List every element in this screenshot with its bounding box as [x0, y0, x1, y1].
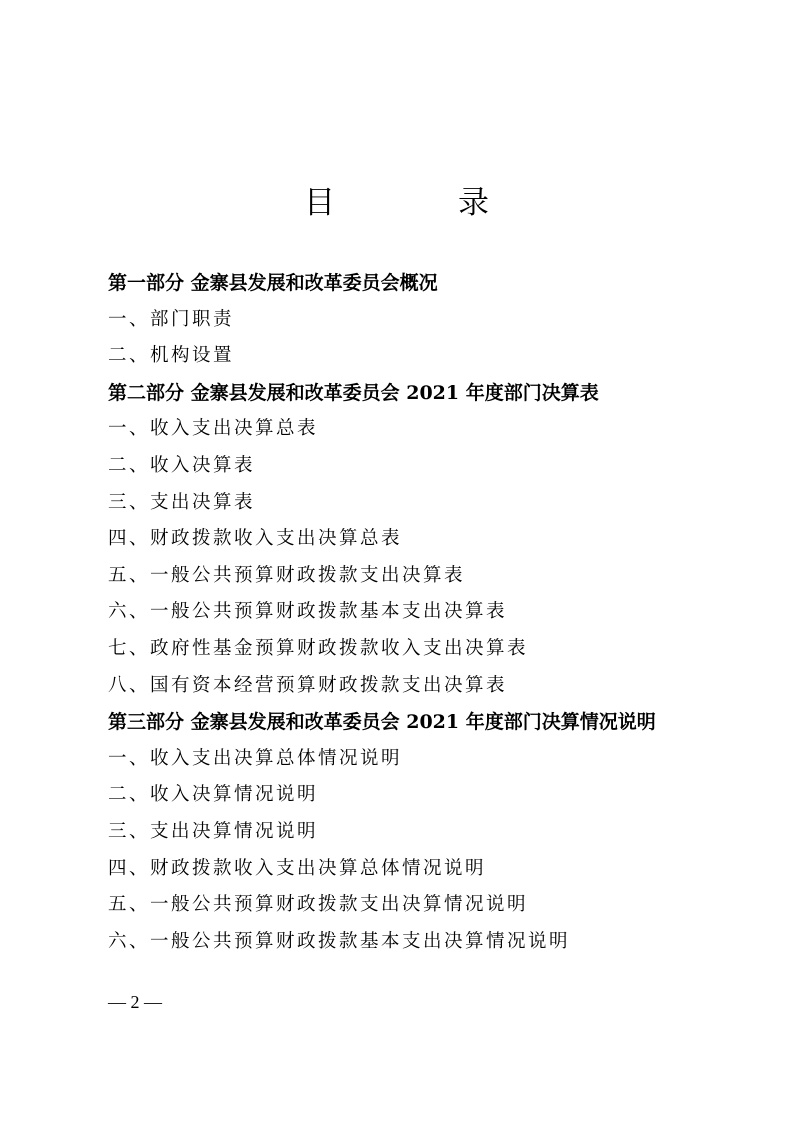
toc-item: 一、收入支出决算总表 — [108, 418, 319, 440]
toc-item: 四、财政拨款收入支出决算总体情况说明 — [108, 857, 487, 879]
toc-item: 七、政府性基金预算财政拨款收入支出决算表 — [108, 637, 529, 659]
toc-item: 五、一般公共预算财政拨款支出决算情况说明 — [108, 894, 529, 916]
toc-item: 八、国有资本经营预算财政拨款支出决算表 — [108, 674, 508, 696]
toc-item: 一、收入支出决算总体情况说明 — [108, 747, 403, 769]
toc-item: 二、机构设置 — [108, 345, 235, 367]
toc-item: 一、部门职责 — [108, 308, 235, 330]
toc-part-heading: 第三部分 金寨县发展和改革委员会 2021 年度部门决算情况说明 — [108, 711, 656, 734]
toc-item: 三、支出决算表 — [108, 491, 256, 513]
page-title: 目 录 — [304, 185, 535, 221]
page-number: — 2 — — [108, 992, 162, 1012]
toc-item: 四、财政拨款收入支出决算总表 — [108, 528, 403, 550]
toc-item: 五、一般公共预算财政拨款支出决算表 — [108, 564, 466, 586]
toc-part-heading: 第一部分 金寨县发展和改革委员会概况 — [108, 272, 438, 294]
toc-item: 六、一般公共预算财政拨款基本支出决算表 — [108, 601, 508, 623]
toc-item: 三、支出决算情况说明 — [108, 820, 319, 842]
toc-item: 二、收入决算情况说明 — [108, 784, 319, 806]
toc-item: 二、收入决算表 — [108, 454, 256, 476]
table-of-contents — [108, 265, 768, 960]
toc-item: 六、一般公共预算财政拨款基本支出决算情况说明 — [108, 930, 571, 952]
toc-part-heading: 第二部分 金寨县发展和改革委员会 2021 年度部门决算表 — [108, 381, 599, 404]
